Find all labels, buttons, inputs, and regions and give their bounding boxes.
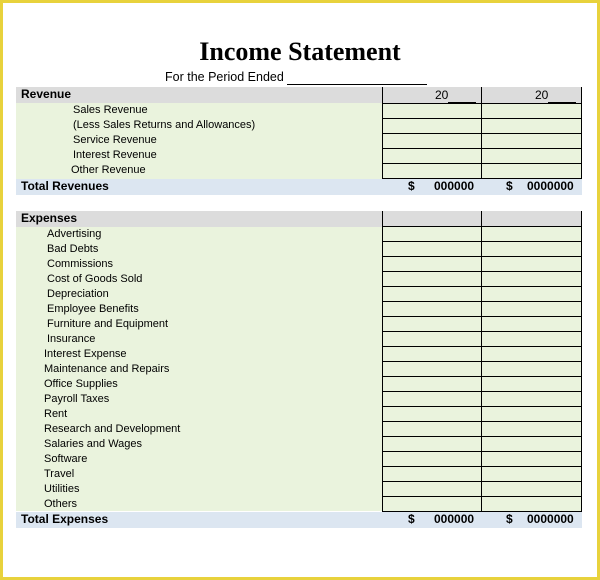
row-line (382, 148, 582, 149)
expense-item: Bad Debts (47, 243, 99, 255)
revenue-header: Revenue (21, 87, 72, 101)
row-line (382, 271, 582, 272)
year-blank (548, 91, 576, 103)
row-line (382, 241, 582, 242)
row-line (382, 118, 582, 119)
row-line (382, 133, 582, 134)
expense-item: Interest Expense (44, 348, 127, 360)
row-line (382, 316, 582, 317)
year-column-1-header[interactable] (435, 88, 476, 103)
row-line (382, 361, 582, 362)
revenue-item: Other Revenue (71, 164, 146, 176)
row-line (382, 331, 582, 332)
expense-item: Rent (44, 408, 68, 420)
revenue-item: Sales Revenue (73, 104, 148, 116)
row-line (382, 226, 582, 227)
expense-item: Office Supplies (44, 378, 118, 390)
currency-symbol: $ (408, 179, 415, 193)
expense-item: Insurance (47, 333, 96, 345)
currency-symbol: $ (506, 512, 513, 526)
currency-symbol: $ (506, 179, 513, 193)
year-column-2-header[interactable] (535, 88, 576, 103)
expense-item: Furniture and Equipment (47, 318, 169, 330)
row-line (382, 346, 582, 347)
expense-item: Maintenance and Repairs (44, 363, 170, 375)
total-expenses-value-1[interactable]: 000000 (434, 512, 475, 526)
row-line (382, 451, 582, 452)
revenue-item: Interest Revenue (73, 149, 157, 161)
year-blank (448, 91, 476, 103)
income-statement-sheet (3, 3, 597, 577)
row-line (382, 466, 582, 467)
row-line (382, 163, 582, 164)
expense-item: Payroll Taxes (44, 393, 110, 405)
page-title: Income Statement (199, 37, 401, 66)
revenue-item: (Less Sales Returns and Allowances) (73, 119, 256, 131)
expense-item: Advertising (47, 228, 102, 240)
currency-symbol: $ (408, 512, 415, 526)
row-line (382, 496, 582, 497)
expense-item: Salaries and Wages (44, 438, 143, 450)
expense-item: Research and Development (44, 423, 181, 435)
row-line (382, 511, 582, 512)
expense-item: Utilities (44, 483, 80, 495)
row-line (382, 436, 582, 437)
row-line (382, 286, 582, 287)
expense-item: Software (44, 453, 88, 465)
expense-item: Employee Benefits (47, 303, 139, 315)
expenses-header: Expenses (21, 211, 78, 225)
expense-item: Cost of Goods Sold (47, 273, 143, 285)
row-line (382, 256, 582, 257)
row-line (382, 421, 582, 422)
year-prefix: 20 (535, 88, 549, 102)
total-revenues-value-2[interactable]: 0000000 (527, 179, 574, 193)
period-label: For the Period Ended (165, 70, 284, 84)
row-line (382, 406, 582, 407)
row-line (382, 301, 582, 302)
expense-item: Depreciation (47, 288, 109, 300)
period-line (165, 69, 427, 85)
row-line (382, 376, 582, 377)
total-expenses-value-2[interactable]: 0000000 (527, 512, 574, 526)
row-line (382, 481, 582, 482)
year-prefix: 20 (435, 88, 449, 102)
period-blank-field[interactable] (287, 72, 427, 85)
total-revenues-value-1[interactable]: 000000 (434, 179, 475, 193)
row-line (382, 391, 582, 392)
expense-item: Others (44, 498, 78, 510)
total-revenues-label: Total Revenues (21, 179, 109, 193)
expense-item: Commissions (47, 258, 114, 270)
row-line (382, 103, 582, 104)
revenue-item: Service Revenue (73, 134, 157, 146)
expense-item: Travel (44, 468, 75, 480)
total-expenses-label: Total Expenses (21, 512, 109, 526)
